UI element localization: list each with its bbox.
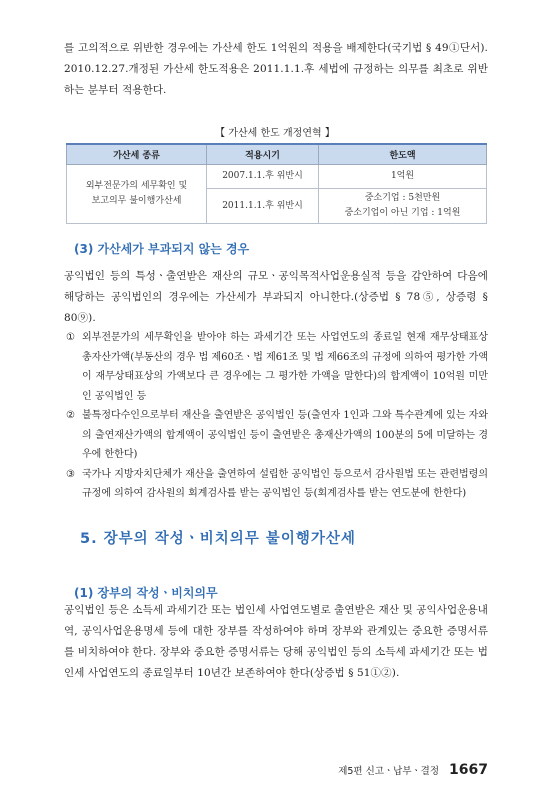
cell-row1-limit: 1억원 [319,165,487,189]
list-item-number: ① [66,332,75,343]
header-period: 적용시기 [207,144,319,165]
condition-list [66,328,488,504]
section3-paragraph: 공익법인 등의 특성ㆍ출연받은 재산의 규모ㆍ공익목적사업운용실적 등을 감안하여 다음에 해당하는 공익법인의 경우에는 가산세가 부과되지 아니한다.(상증법 § 78⑤, 상증령 § 80⑨). [64,270,488,324]
table-row [67,165,487,189]
footer-chapter: 제5편 신고ㆍ납부ㆍ결정 [338,766,440,777]
section5-1-heading: (1) 장부의 작성ㆍ비치의무 [74,586,218,600]
list-item-text: 외부전문가의 세무확인을 받아야 하는 과세기간 또는 사업연도의 종료일 현재 재무상태표상 총자산가액(부동산의 경우 법 제60조ㆍ법 제61조 및 법 제66조의 규정에 의하여 평가한 가액이 재무상태표상의 가액보다 큰 경우에는 그 평가한 가액을 말한다)의 합계액이 10억원 미만인 공익법인 등 [82,332,488,402]
cell-kind-line2: 보고의무 불이행가산세 [91,196,182,206]
list-item [66,328,488,406]
page-number: 1667 [449,762,488,778]
list-item-text: 국가나 지방자치단체가 재산을 출연하여 설립한 공익법인 등으로서 감사원법 또는 관련법령의 규정에 의하여 감사원의 회계검사를 받는 공익법인 등(회계검사를 받는 연도분에 한한다) [82,468,488,499]
list-item-number: ③ [66,468,75,480]
table-caption: 【 가산세 한도 개정연혁 】 [215,128,335,139]
cell-row2-limit-line1: 중소기업 : 5천만원 [364,193,441,203]
list-item [66,465,488,504]
list-item-number: ② [66,410,75,421]
cell-row2-limit [319,189,487,224]
list-item-text: 불특정다수인으로부터 재산을 출연받은 공익법인 등(출연자 1인과 그와 특수관계에 있는 자와의 출연재산가액의 합계액이 공익법인 등이 출연받은 총재산가액의 100분의 5에 미달하는 경우에 한한다) [82,410,488,460]
cell-kind [67,165,207,224]
cell-row1-period: 2007.1.1.후 위반시 [207,165,319,189]
penalty-limit-table [66,143,487,224]
intro-paragraph: 를 고의적으로 위반한 경우에는 가산세 한도 1억원의 적용을 배제한다(국기법 § 49①단서). 2010.12.27.개정된 가산세 한도적용은 2011.1.1.후 세법에 규정하는 의무를 최초로 위반하는 분부터 적용한다. [64,42,488,96]
header-kind: 가산세 종류 [67,144,207,165]
section5-heading: 5. 장부의 작성ㆍ비치의무 불이행가산세 [80,531,356,547]
page-footer [338,762,488,778]
header-limit: 한도액 [319,144,487,165]
section5-1-paragraph: 공익법인 등은 소득세 과세기간 또는 법인세 사업연도별로 출연받은 재산 및 공익사업운용내역, 공익사업운용명세 등에 대한 장부를 작성하여야 하며 장부와 관계있는 중요한 증명서류를 비치하여야 한다. 장부와 중요한 증명서류는 당해 공익법인 등의 소득세 과세기간 또는 법인세 사업연도의 종료일부터 10년간 보존하여야 한다(상증법 § 51①②). [64,604,488,679]
cell-row2-limit-line2: 중소기업이 아닌 기업 : 1억원 [344,208,461,218]
section3-heading: (3) 가산세가 부과되지 않는 경우 [74,242,250,256]
cell-row2-period: 2011.1.1.후 위반시 [207,189,319,224]
list-item [66,406,488,465]
cell-kind-line1: 외부전문가의 세무확인 및 [85,181,188,191]
table-header-row [67,144,487,165]
